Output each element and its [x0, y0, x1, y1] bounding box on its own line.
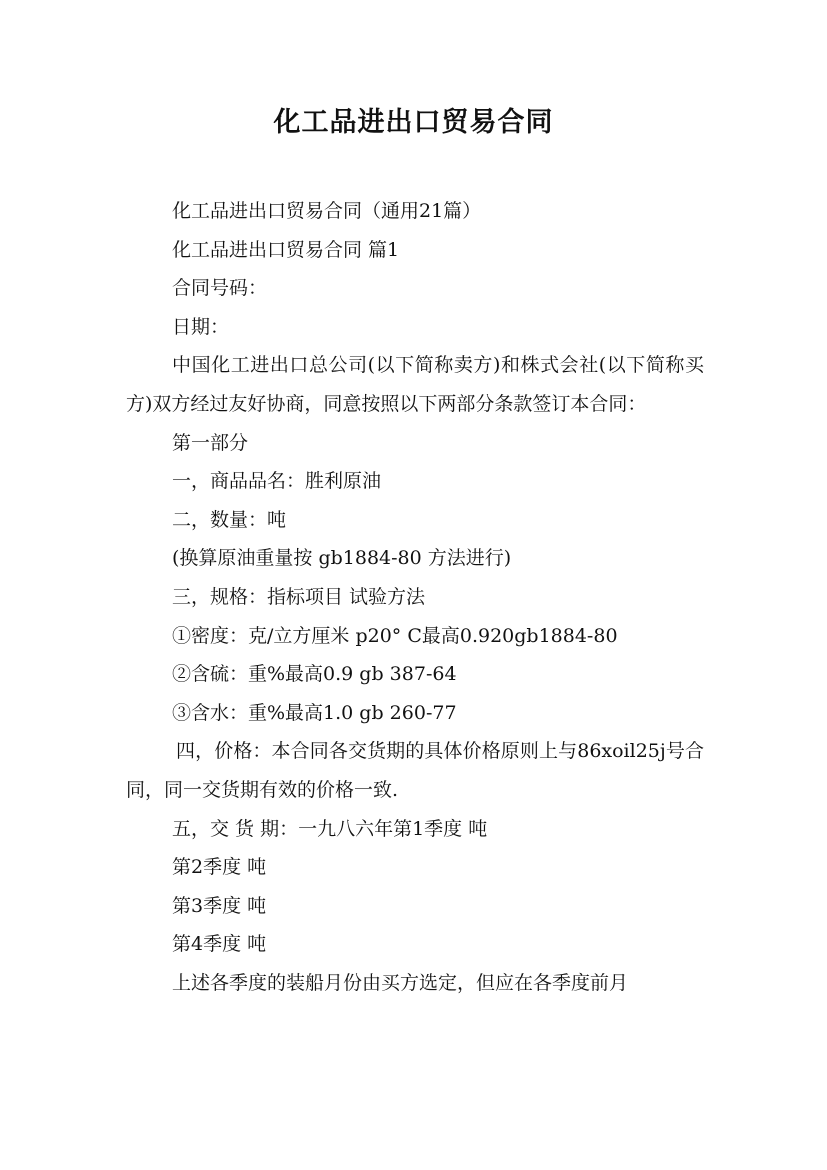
paragraph: 中国化工进出口总公司(以下简称卖方)和株式会社(以下简称买方)双方经过友好协商，同意按照以下两部分条款签订本合同： — [126, 354, 704, 415]
document-body — [126, 192, 704, 1002]
paragraph: 日期： — [172, 315, 230, 338]
paragraph: 五，交 货 期：一九八六年第1季度 吨 — [172, 817, 488, 840]
paragraph: 化工品进出口贸易合同（通用21篇） — [172, 200, 482, 222]
paragraph: 化工品进出口贸易合同 篇1 — [172, 238, 400, 261]
paragraph: ②含硫：重%最高0.9 gb 387-64 — [172, 663, 457, 686]
paragraph: 第一部分 — [172, 431, 249, 454]
paragraph: 第4季度 吨 — [172, 933, 267, 956]
paragraph: ①密度：克/立方厘米 p20° C最高0.920gb1884-80 — [172, 624, 618, 647]
paragraph: 上述各季度的装船月份由买方选定，但应在各季度前月 — [172, 971, 629, 994]
paragraph: 第3季度 吨 — [172, 894, 267, 917]
paragraph: 四，价格：本合同各交货期的具体价格原则上与86xoil25j号合同，同一交货期有效的价格一致. — [126, 740, 704, 801]
paragraph: 三，规格：指标项目 试验方法 — [172, 585, 426, 608]
paragraph: 二，数量：吨 — [172, 508, 287, 531]
document-title: 化工品进出口贸易合同 — [273, 107, 554, 138]
paragraph: 合同号码： — [172, 277, 268, 300]
paragraph: 第2季度 吨 — [172, 856, 267, 879]
paragraph: (换算原油重量按 gb1884-80 方法进行) — [172, 547, 512, 570]
paragraph: ③含水：重%最高1.0 gb 260-77 — [172, 701, 457, 724]
paragraph: 一，商品品名：胜利原油 — [172, 470, 382, 493]
